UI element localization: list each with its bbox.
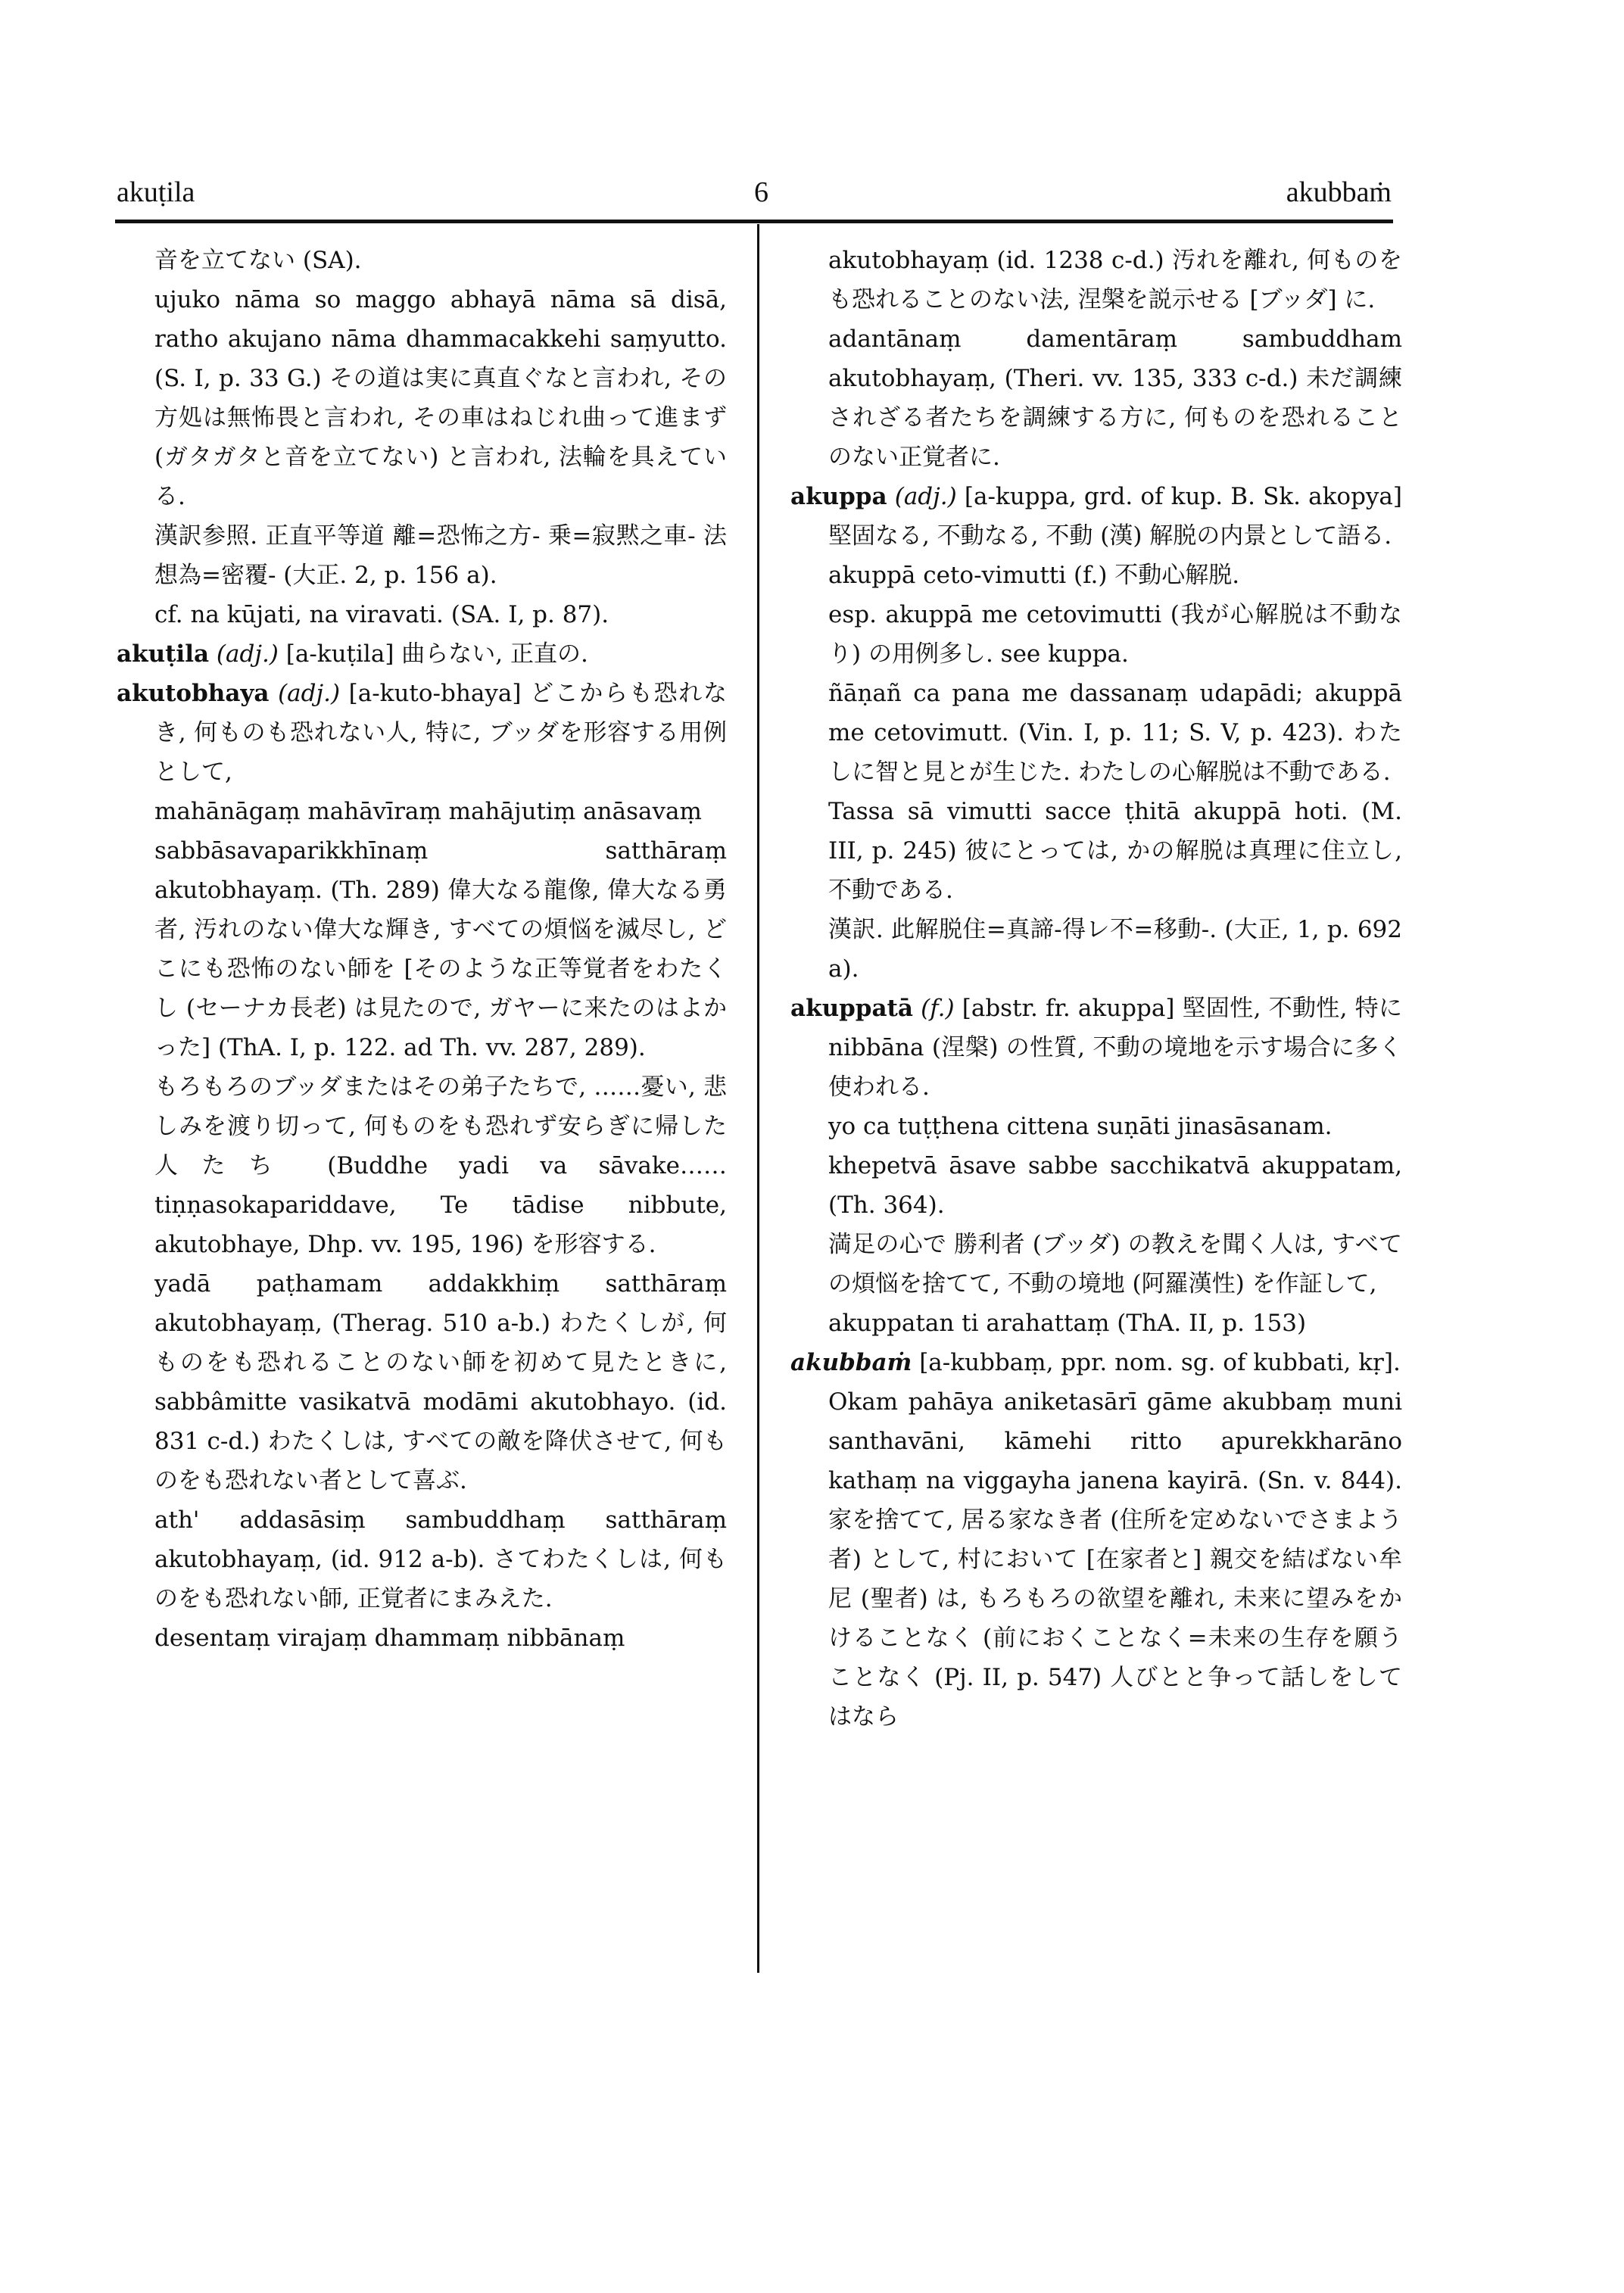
header-rule	[115, 220, 1393, 223]
paragraph: esp. akuppā me cetovimutti (我が心解脱は不動なり) の用例多し. see kuppa.	[828, 601, 1402, 668]
right-column	[790, 241, 1410, 1737]
paragraph: ujuko nāma so maggo abhayā nāma sā disā, ratho akujano nāma dhammacakkehi saṃyutto. (S. I, p. 33 G.) その道は実に真直ぐなと言われ, その方処は無怖畏と言われ, その車はねじれ曲って進まず (ガタガタと音を立てない) と言われ, 法輪を具えている.	[154, 286, 734, 510]
paragraph: akuppā ceto-vimutti (f.) 不動心解脱.	[828, 562, 1240, 589]
left-column	[117, 241, 734, 1658]
paragraph: desentaṃ virajaṃ dhammaṃ nibbānaṃ	[154, 1625, 625, 1652]
entry-akuppata	[790, 989, 1410, 1107]
paragraph: もろもろのブッダまたはその弟子たちで, ……憂い, 悲しみを渡り切って, 何ものをも恐れず安らぎに帰した人たち (Buddhe yadi va sāvake……tiṇṇasokapariddave, Te tādise nibbute, akutobhaye, Dhp. vv. 195, 196) を形容する.	[154, 1073, 734, 1258]
paragraph: khepetvā āsave sabbe sacchikatvā akuppatam, (Th. 364).	[828, 1152, 1410, 1219]
paragraph: yo ca tuṭṭhena cittena suṇāti jinasāsanam.	[828, 1113, 1333, 1140]
headword: akubbaṁ	[790, 1349, 912, 1376]
paragraph: ath' addasāsiṃ sambuddhaṃ satthāraṃ akutobhayaṃ, (id. 912 a-b). さてわたくしは, 何ものをも恐れない師, 正覚者にまみえた.	[154, 1506, 734, 1612]
entry-akutobhaya	[117, 674, 727, 792]
definition: [a-kuṭila] 曲らない, 正直の.	[278, 640, 588, 668]
entry-akutila	[117, 634, 727, 674]
paragraph: 満足の心で 勝利者 (ブッダ) の教えを聞く人は, すべての煩悩を捨てて, 不動の境地 (阿羅漢性) を作証して,	[828, 1231, 1402, 1298]
grammar: (adj.)	[278, 680, 341, 707]
headword: akuppatā	[790, 995, 913, 1022]
paragraph: yadā paṭhamam addakkhiṃ satthāraṃ akutobhayaṃ, (Therag. 510 a-b.) わたくしが, 何ものをも恐れることのない師を初めて見たときに, sabbâmitte vasikatvā modāmi akutobhayo. (id. 831 c-d.) わたくしは, すべての敵を降伏させて, 何ものをも恐れない者として喜ぶ.	[154, 1270, 734, 1494]
paragraph: akutobhayaṃ (id. 1238 c-d.) 汚れを離れ, 何ものをも恐れることのない法, 涅槃を説示せる [ブッダ] に.	[828, 247, 1402, 313]
running-head-left: akuṭila	[117, 176, 195, 208]
paragraph: sabbāsavaparikkhīnaṃ satthāraṃ akutobhayaṃ. (Th. 289) 偉大なる龍像, 偉大なる勇者, 汚れのない偉大な輝き, すべての煩悩を滅尽し, どこにも恐怖のない師を [そのような正等覚者をわたくし (セーナカ長老) は見たので, ガヤーに来たのはよかった] (ThA. I, p. 122. ad Th. vv. 287, 289).	[154, 837, 734, 1061]
definition: [a-kuppa, grd. of kup. B. Sk. akopya] 堅固なる, 不動なる, 不動 (漢) 解脱の内景として語る.	[828, 483, 1410, 550]
paragraph: ñāṇañ ca pana me dassanaṃ udapādi; akuppā me cetovimutt. (Vin. I, p. 11; S. V, p. 423). わたしに智と見とが生じた. わたしの心解脱は不動である.	[828, 680, 1410, 786]
paragraph: 漢訳参照. 正直平等道 離=恐怖之方- 乗=寂黙之車- 法想為=密覆- (大正. 2, p. 156 a).	[154, 522, 727, 589]
definition: [abstr. fr. akuppa] 堅固性, 不動性, 特に nibbāna (涅槃) の性質, 不動の境地を示す場合に多く使われる.	[828, 995, 1410, 1101]
grammar: (f.)	[921, 995, 955, 1022]
entry-akubbam	[790, 1343, 1402, 1382]
definition: [a-kubbaṃ, ppr. nom. sg. of kubbati, kṛ].	[912, 1349, 1401, 1376]
paragraph: Okam pahāya aniketasārī gāme akubbaṃ muni santhavāni, kāmehi ritto apurekkharāno kathaṃ na viggayha janena kayirā. (Sn. v. 844). 家を捨てて, 居る家なき者 (住所を定めないでさまよう者) として, 村において [在家者と] 親交を結ばない牟尼 (聖者) は, もろもろの欲望を離れ, 未来に望みをかけることなく (前におくことなく=未来の生存を願うことなく (Pj. II, p. 547) 人びとと争って話しをしてはなら	[828, 1388, 1410, 1731]
grammar: (adj.)	[216, 640, 279, 668]
page-number: 6	[754, 176, 768, 208]
paragraph: akuppatan ti arahattaṃ (ThA. II, p. 153)	[828, 1310, 1307, 1337]
paragraph: adantānaṃ damentāraṃ sambuddham akutobhayaṃ, (Theri. vv. 135, 333 c-d.) 未だ調練されざる者たちを調練する方に, 何ものを恐れることのない正覚者に.	[828, 326, 1410, 471]
definition: [a-kuto-bhaya] どこからも恐れなき, 何ものも恐れない人, 特に, ブッダを形容する用例として,	[154, 680, 727, 786]
paragraph: mahānāgaṃ mahāvīraṃ mahājutiṃ anāsavaṃ	[154, 798, 702, 825]
paragraph: Tassa sā vimutti sacce ṭhitā akuppā hoti. (M. III, p. 245) 彼にとっては, かの解脱は真理に住立し, 不動である.	[828, 798, 1410, 904]
paragraph: 漢訳. 此解脱住=真諦-得レ不=移動-. (大正, 1, p. 692 a).	[828, 916, 1410, 983]
paragraph: cf. na kūjati, na viravati. (SA. I, p. 87).	[154, 601, 609, 628]
entry-akuppa	[790, 477, 1410, 556]
column-divider	[757, 224, 759, 1973]
headword: akuppa	[790, 483, 887, 510]
running-head-right: akubbaṁ	[1286, 176, 1392, 208]
headword: akutobhaya	[117, 680, 270, 707]
paragraph: 音を立てない (SA).	[154, 247, 362, 274]
headword: akuṭila	[117, 640, 210, 668]
grammar: (adj.)	[894, 483, 957, 510]
